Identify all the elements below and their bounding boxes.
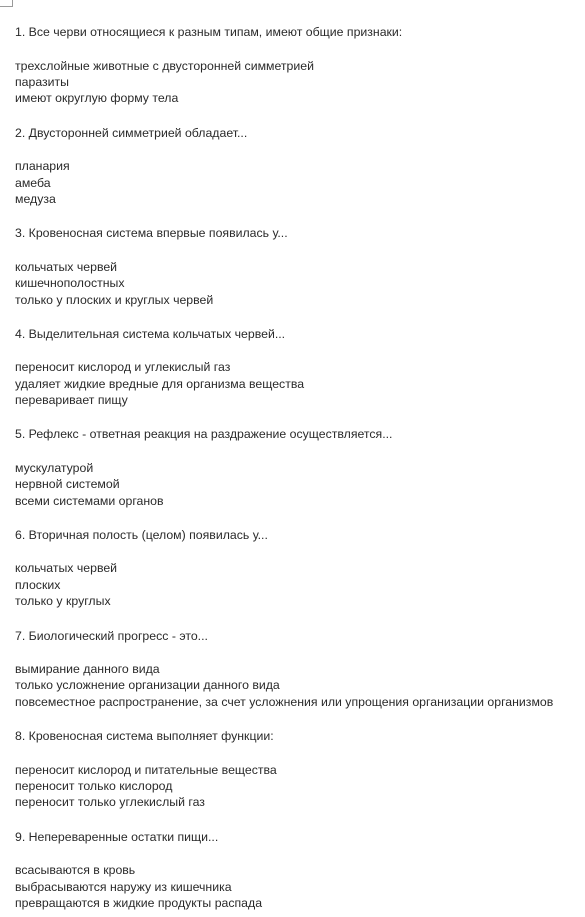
answer-option: переносит только кислород: [15, 779, 173, 794]
question-5: [15, 426, 585, 527]
answer-option: кольчатых червей: [15, 561, 118, 576]
answer-options: [15, 862, 262, 911]
question-title: 2. Двусторонней симметрией обладает...: [15, 125, 248, 140]
answer-option: всеми системами органов: [15, 493, 164, 508]
answer-options: [15, 762, 277, 811]
answer-option: только у плоских и круглых червей: [15, 292, 214, 307]
answer-option: переносит только углекислый газ: [15, 795, 205, 810]
question-3: [15, 225, 585, 326]
quiz-document: [15, 24, 585, 917]
question-9: [15, 829, 585, 917]
answer-options: [15, 58, 314, 107]
question-title: 3. Кровеносная система впервые появилась у...: [15, 226, 288, 241]
question-1: [15, 24, 585, 125]
answer-option: кольчатых червей: [15, 259, 118, 274]
question-6: [15, 527, 585, 628]
answer-option: амеба: [15, 175, 51, 190]
answer-option: превращаются в жидкие продукты распада: [15, 896, 263, 911]
answer-option: переносит кислород и питательные вещества: [15, 762, 277, 777]
answer-options: [15, 661, 553, 710]
answer-option: мускулатурой: [15, 460, 94, 475]
answer-option: трехслойные животные с двусторонней симметрией: [15, 58, 314, 73]
answer-options: [15, 359, 304, 408]
answer-option: переносит кислород и углекислый газ: [15, 360, 231, 375]
question-title: 5. Рефлекс - ответная реакция на раздражение осуществляется...: [15, 427, 393, 442]
answer-options: [15, 259, 213, 308]
question-title: 4. Выделительная система кольчатых червей...: [15, 326, 286, 341]
answer-option: кишечнополостных: [15, 276, 125, 291]
answer-options: [15, 460, 164, 509]
answer-option: вымирание данного вида: [15, 662, 160, 677]
answer-option: планария: [15, 159, 70, 174]
answer-options: [15, 560, 117, 609]
answer-option: медуза: [15, 191, 56, 206]
answer-option: повсеместное распространение, за счет усложнения или упрощения организации организмов: [15, 694, 554, 709]
answer-option: нервной системой: [15, 477, 120, 492]
question-8: [15, 728, 585, 829]
answer-option: переваривает пищу: [15, 393, 128, 408]
answer-option: паразиты: [15, 74, 70, 89]
answer-option: только усложнение организации данного вида: [15, 678, 280, 693]
question-4: [15, 326, 585, 427]
question-title: 9. Непереваренные остатки пищи...: [15, 829, 219, 844]
answer-option: имеют округлую форму тела: [15, 91, 179, 106]
question-title: 6. Вторичная полость (целом) появилась у...: [15, 527, 268, 542]
answer-option: плоских: [15, 577, 61, 592]
answer-option: выбрасываются наружу из кишечника: [15, 879, 232, 894]
question-title: 1. Все черви относящиеся к разным типам, имеют общие признаки:: [15, 25, 403, 39]
answer-options: [15, 158, 70, 207]
answer-option: только у круглых: [15, 594, 111, 609]
question-title: 8. Кровеносная система выполняет функции:: [15, 729, 274, 744]
page-corner-mark: [0, 0, 13, 7]
question-2: [15, 125, 585, 226]
answer-option: всасываются в кровь: [15, 863, 136, 878]
question-title: 7. Биологический прогресс - это...: [15, 628, 208, 643]
answer-option: удаляет жидкие вредные для организма вещества: [15, 376, 305, 391]
question-7: [15, 628, 585, 729]
